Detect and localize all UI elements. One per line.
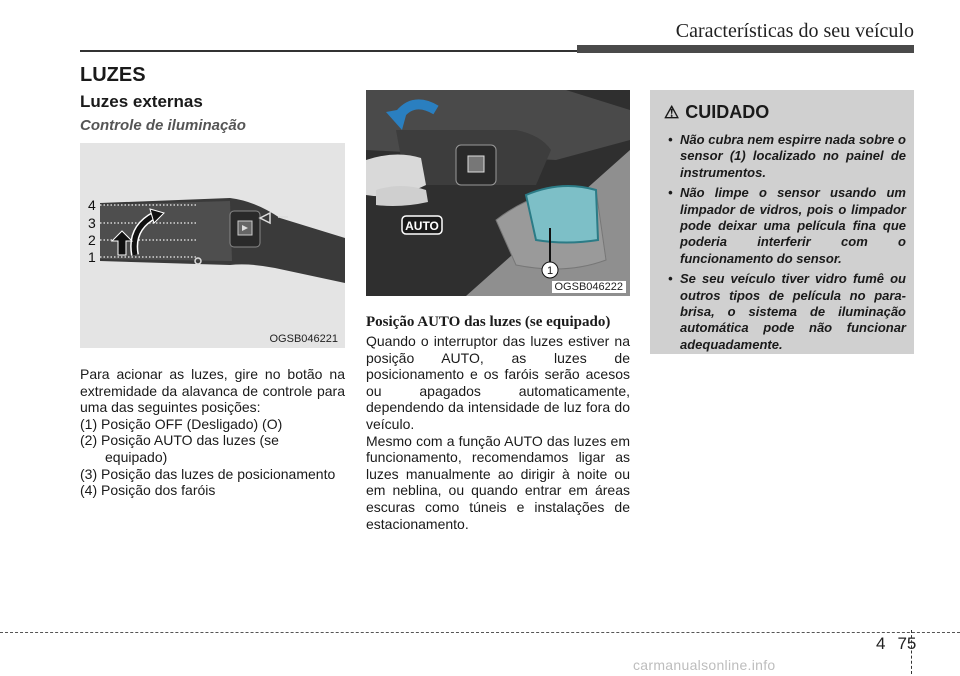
caution-item: • Não limpe o sensor usando um limpador de vidros, pois o limpador pode deixar uma película fina que poderia interferir com o funcionamento do sensor.: [668, 185, 906, 266]
auto-position-heading: Posição AUTO das luzes (se equipado): [366, 314, 611, 330]
page-header-title: Características do seu veículo: [675, 20, 914, 42]
header-rule: [80, 50, 577, 52]
light-switch-illustration: [80, 143, 345, 348]
auto-sensor-figure: [366, 90, 630, 296]
section-title: LUZES: [80, 64, 146, 86]
light-switch-figure: [80, 143, 345, 348]
position-item: (1) Posição OFF (Desligado) (O): [80, 415, 283, 432]
caution-item: • Não cubra nem espirre nada sobre o sensor (1) localizado no painel de instrumentos.: [668, 132, 906, 180]
watermark: carmanualsonline.info: [633, 657, 776, 673]
figure-code-right: OGSB046222: [552, 281, 627, 293]
position-item: (3) Posição das luzes de posicionamento: [80, 465, 336, 482]
caution-box: [650, 90, 914, 354]
bullet-icon: •: [668, 271, 673, 287]
paragraph: Quando o interruptor das luzes estiver na posição AUTO, as luzes de posicionamento e os faróis serão acesos ou apagados automaticamente, dependendo da intensidade de luz fora do veículo.: [366, 333, 630, 432]
positions-list: [80, 416, 345, 499]
auto-sensor-illustration: [366, 90, 630, 296]
auto-label: AUTO: [405, 219, 439, 233]
sensor-label: 1: [546, 265, 554, 277]
caution-item: • Se seu veículo tiver vidro fumê ou outros tipos de película no para-brisa, o sistema de iluminação automática pode não funcionar adequadamente.: [668, 271, 906, 352]
position-item: (2) Posição AUTO das luzes (se equipado): [80, 432, 279, 465]
intro-paragraph: Para acionar as luzes, gire no botão na extremidade da alavanca de controle para uma das seguintes posições:: [80, 366, 345, 416]
caution-heading: [664, 102, 769, 123]
caution-title: CUIDADO: [685, 102, 770, 122]
column-2-text: [366, 333, 630, 532]
caution-list: [656, 132, 906, 357]
label-1: 1: [88, 249, 96, 265]
sub-title: Luzes externas: [80, 92, 203, 111]
position-item: (4) Posição dos faróis: [80, 482, 216, 499]
label-4: 4: [88, 197, 96, 213]
bullet-icon: •: [668, 185, 673, 201]
footer-rule: [0, 632, 960, 633]
bullet-icon: •: [668, 132, 673, 147]
header-bar: [577, 45, 914, 53]
sub-sub-title: Controle de iluminação: [80, 117, 246, 134]
label-3: 3: [88, 215, 96, 231]
page-number: 4 75: [876, 634, 917, 653]
label-2: 2: [88, 232, 96, 248]
paragraph: Mesmo com a função AUTO das luzes em funcionamento, recomendamos ligar as luzes manualmente ao dirigir à noite ou em neblina, ou quando entrar em áreas escuras como túneis e instalações de estacionamento.: [366, 432, 630, 532]
figure-code-left: OGSB046221: [269, 333, 338, 345]
column-1-text: [80, 366, 345, 499]
page-number-separator: [911, 630, 912, 674]
warning-triangle-icon: ⚠: [664, 103, 680, 122]
